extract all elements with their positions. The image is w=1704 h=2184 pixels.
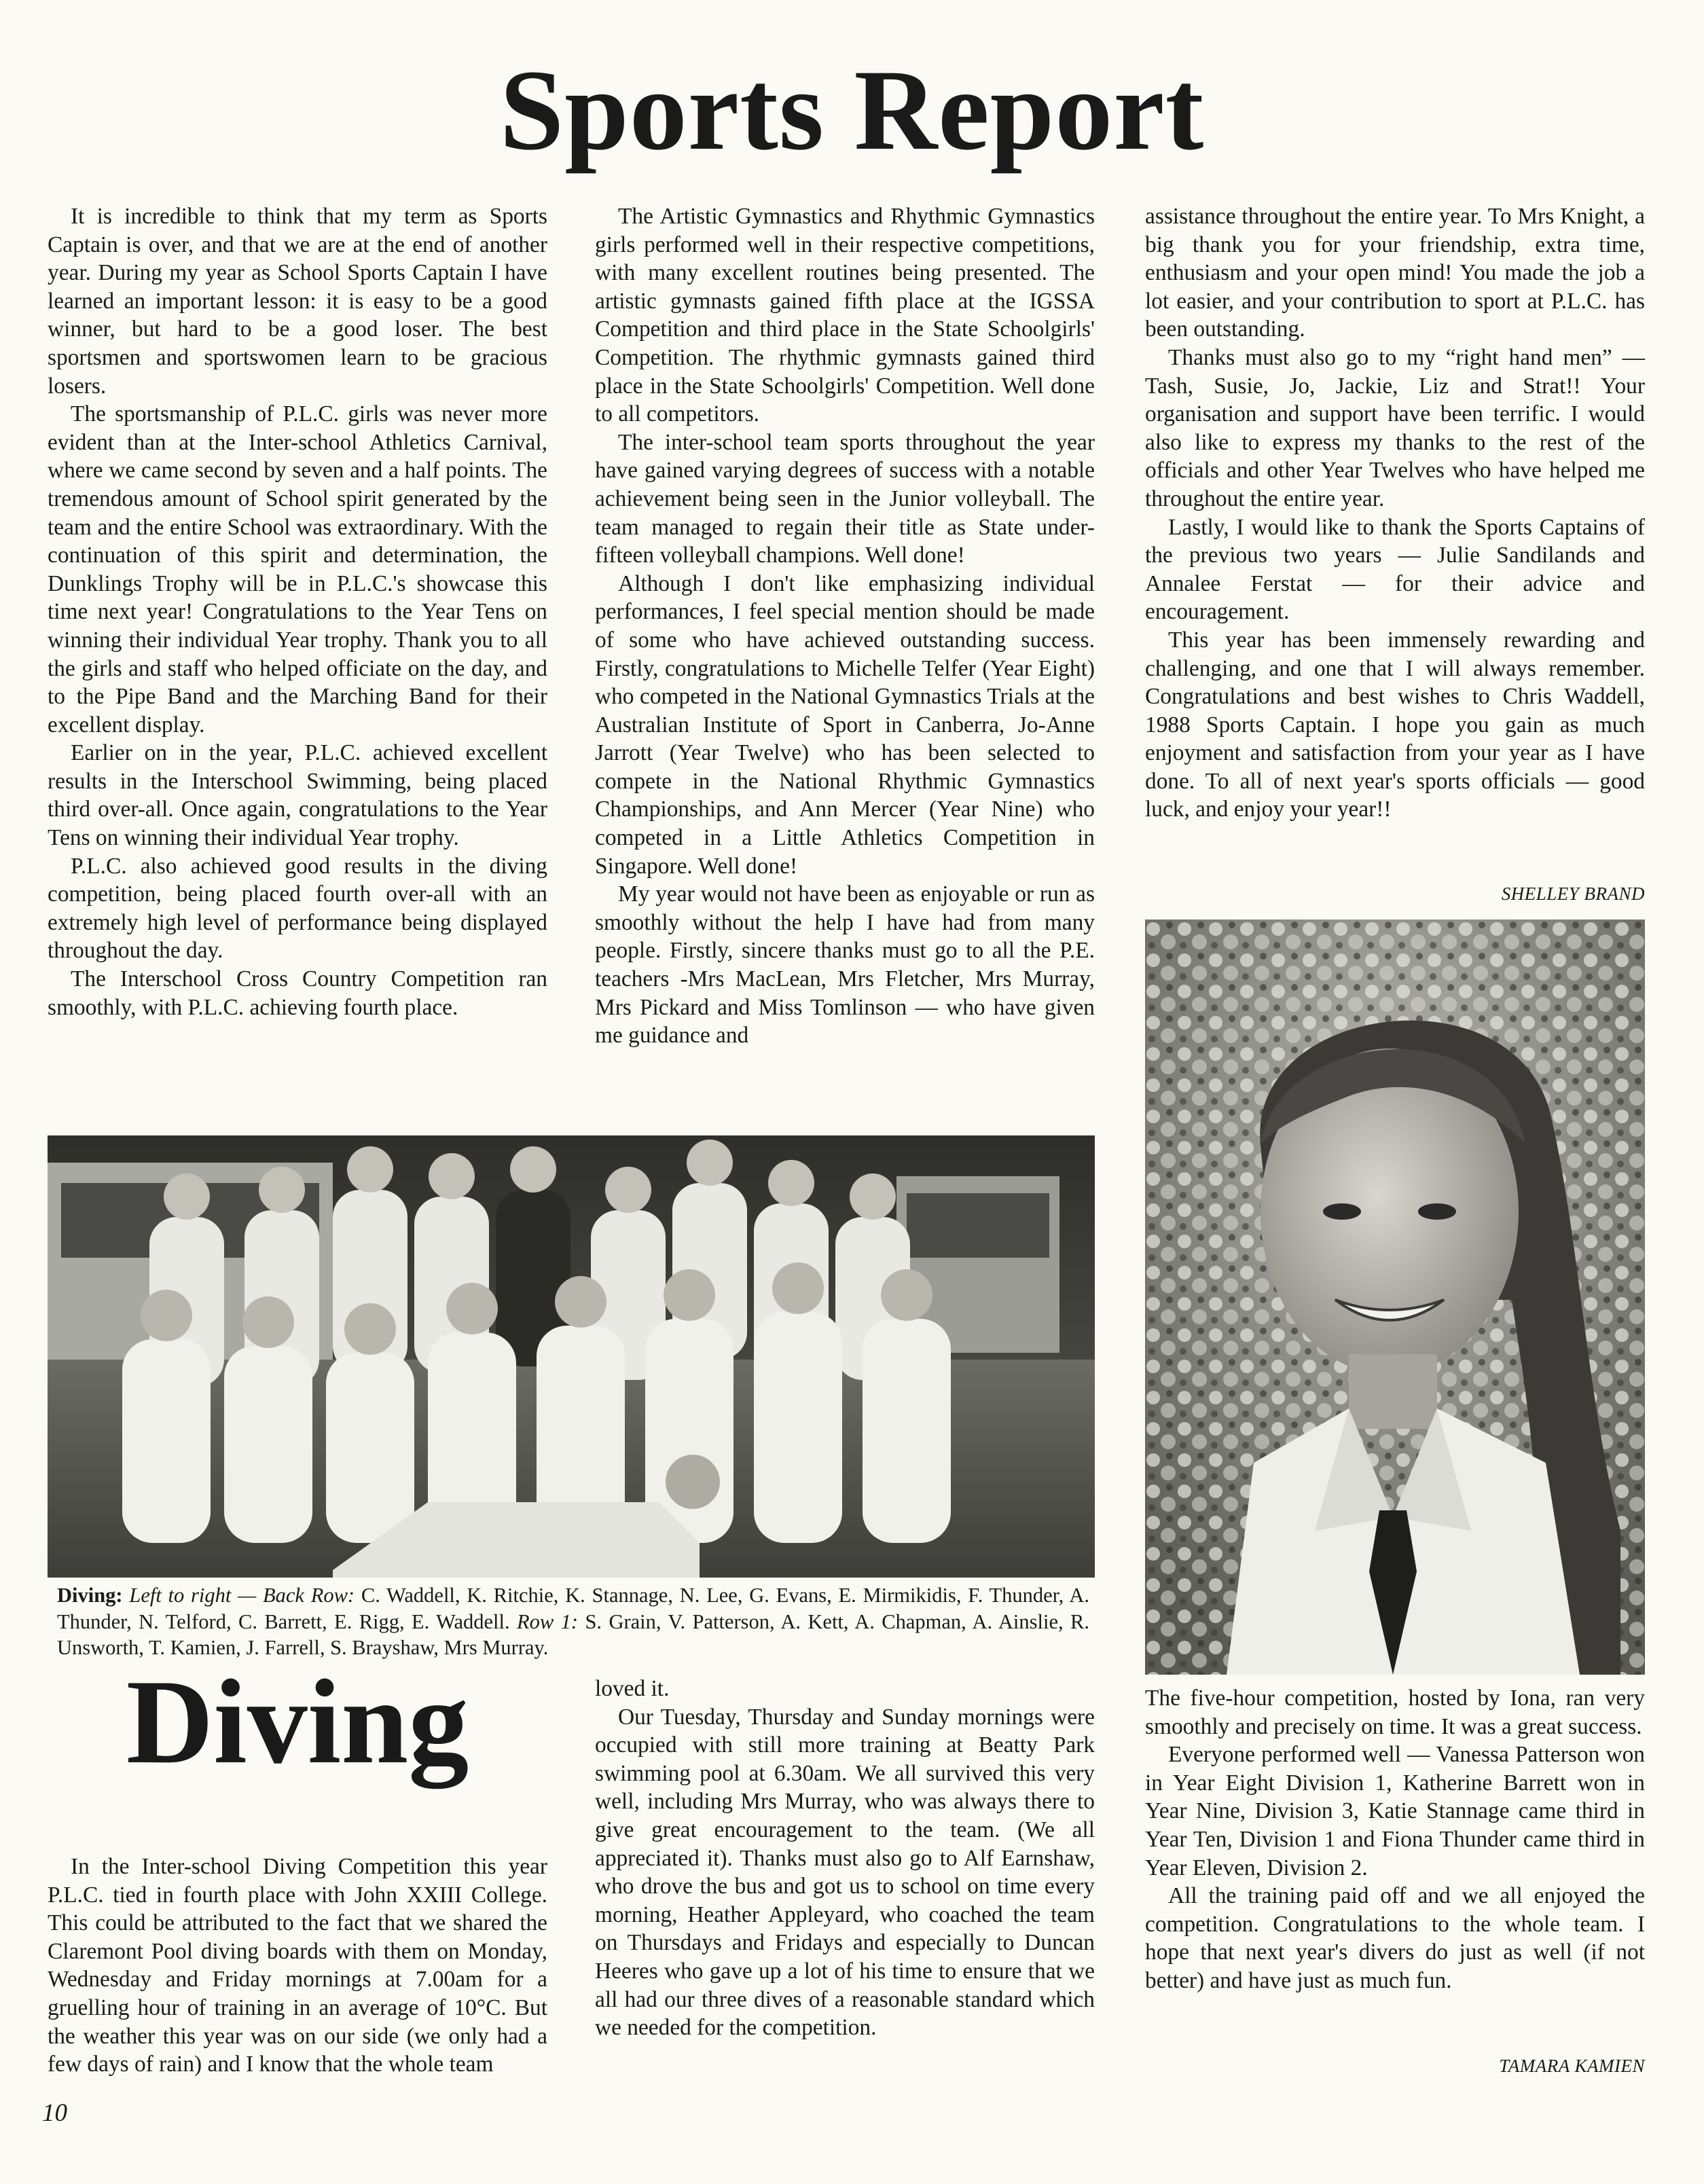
team-photo-caption: [57, 1582, 1089, 1661]
diving-paragraph: All the training paid off and we all enjoyed the competition. Congratulations to the whole team. I hope that next year's divers do just as well (if not better) and have just as much fun.: [1145, 1883, 1645, 1993]
report-column-1: [48, 202, 547, 1021]
diving-column-1: [48, 1853, 547, 2079]
report-paragraph: This year has been immensely rewarding and challenging, and one that I will always remember. Congratulations and best wishes to Chris Waddell, 1988 Sports Captain. I hope you gain as much enjoyment and satisfaction from your year as I have done. To all of next year's sports officials — good luck, and enjoy your year!!: [1145, 627, 1645, 822]
report-paragraph: The inter-school team sports throughout the year have gained varying degrees of success with a notable achievement being seen in the Junior volleyball. The team managed to regain their title as State under-fifteen volleyball champions. Well done!: [595, 429, 1095, 568]
report-paragraph: Lastly, I would like to thank the Sports Captains of the previous two years — Julie Sandilands and Annalee Ferstat — for their advice and encouragement.: [1145, 514, 1645, 625]
diving-paragraph: loved it.: [595, 1676, 670, 1701]
report-paragraph: Thanks must also go to my “right hand men” — Tash, Susie, Jo, Jackie, Liz and Strat!! Your organisation and support have been terrific. I would also like to express my thanks to the rest of the officials and other Year Twelves who have helped me throughout the entire year.: [1145, 344, 1645, 511]
report-paragraph: assistance throughout the entire year. To Mrs Knight, a big thank you for your friendship, extra time, enthusiasm and your open mind! You made the job a lot easier, and your contribution to sport at P.L.C. has been outstanding.: [1145, 204, 1645, 342]
caption-label: Diving:: [57, 1584, 123, 1607]
diving-signature: TAMARA KAMIEN: [1499, 2056, 1645, 2076]
page-title: Sports Report: [499, 46, 1205, 174]
caption-back-names: C. Waddell, K. Ritchie, K. Stannage, N. Lee, G. Evans, E. Mirmikidis, F. Thunder, A. Thunder, N. Telford, C. Barrett, E. Rigg, E. Waddell.: [57, 1584, 1089, 1633]
diving-heading: Diving: [126, 1654, 469, 1789]
report-signature: SHELLEY BRAND: [1501, 884, 1645, 904]
caption-row-1: Row 1:: [517, 1609, 579, 1633]
report-column-3: [1145, 202, 1645, 824]
report-paragraph: Although I don't like emphasizing individual performances, I feel special mention should be made of some who have achieved outstanding success. Firstly, congratulations to Michelle Telfer (Year Eight) who competed in the National Gymnastics Trials at the Australian Institute of Sport in Canberra, Jo-Anne Jarrott (Year Twelve) who has been selected to compete in the National Rhythmic Gymnastics Championships, and Ann Mercer (Year Nine) who competed in a Little Athletics Competition in Singapore. Well done!: [595, 570, 1095, 879]
caption-dash: —: [231, 1584, 263, 1607]
report-paragraph: The Artistic Gymnastics and Rhythmic Gymnastics girls performed well in their respective competitions, with many excellent routines being presented. The artistic gymnasts gained fifth place at the IGSSA Competition and third place in the State Schoolgirls' Competition. The rhythmic gymnasts gained third place in the State Schoolgirls' Competition. Well done to all competitors.: [595, 204, 1095, 427]
diving-team-photo: [48, 1135, 1095, 1578]
report-paragraph: P.L.C. also achieved good results in the diving competition, being placed fourth over-all with an extremely high level of performance being displayed throughout the day.: [48, 853, 547, 964]
report-paragraph: My year would not have been as enjoyable or run as smoothly without the help I have had from many people. Firstly, sincere thanks must go to all the P.E. teachers -Mrs MacLean, Mrs Fletcher, Mrs Murray, Mrs Pickard and Miss Tomlinson — who have given me guidance and: [595, 881, 1095, 1049]
report-paragraph: The Interschool Cross Country Competition ran smoothly, with P.L.C. achieving fourth place.: [48, 966, 547, 1020]
diving-paragraph: Our Tuesday, Thursday and Sunday mornings were occupied with still more training at Beatty Park swimming pool at 6.30am. We all survived this very well, including Mrs Murray, who was always there to give great encouragement to the team. (We all appreciated it). Thanks must also go to Alf Earnshaw, who drove the bus and got us to school on time every morning, Heather Appleyard, who coached the team on Thursdays and Fridays and especially to Duncan Heeres who gave up a lot of his time to ensure that we all had our three dives of a reasonable standard which we needed for the competition.: [595, 1704, 1095, 2041]
report-column-2: [595, 202, 1095, 1050]
diving-paragraph: In the Inter-school Diving Competition this year P.L.C. tied in fourth place with John XXIII College. This could be attributed to the fact that we shared the Claremont Pool diving boards with them on Monday, Wednesday and Friday mornings at 7.00am for a gruelling hour of training in an average of 10°C. But the weather this year was on our side (we only had a few days of rain) and I know that the whole team: [48, 1854, 547, 2077]
diving-paragraph: The five-hour competition, hosted by Iona, ran very smoothly and precisely on time. It was a great success.: [1145, 1686, 1645, 1739]
page-number: 10: [42, 2099, 67, 2127]
diving-paragraph: Everyone performed well — Vanessa Patterson won in Year Eight Division 1, Katherine Barrett won in Year Nine, Division 3, Katie Stannage came third in Year Ten, Division 1 and Fiona Thunder came third in Year Eleven, Division 2.: [1145, 1742, 1645, 1880]
caption-row-1-names: S. Grain, V. Patterson, A. Kett, A. Chapman, A. Ainslie, R. Unsworth, T. Kamien, J. Farrell, S. Brayshaw, Mrs Murray.: [57, 1609, 1089, 1659]
report-paragraph: Earlier on in the year, P.L.C. achieved excellent results in the Interschool Swimming, being placed third over-all. Once again, congratulations to the Year Tens on winning their individual Year trophy.: [48, 740, 547, 851]
report-paragraph: The sportsmanship of P.L.C. girls was never more evident than at the Inter-school Athletics Carnival, where we came second by seven and a half points. The tremendous amount of School spirit generated by the team and the entire School was extraordinary. With the continuation of this spirit and determination, the Dunklings Trophy will be in P.L.C.'s showcase this time next year! Congratulations to the Year Tens on winning their individual Year trophy. Thank you to all the girls and staff who helped officiate on the day, and to the Pipe Band and the Marching Band for their excellent display.: [48, 401, 547, 738]
report-paragraph: It is incredible to think that my term as Sports Captain is over, and that we are at the end of another year. During my year as School Sports Captain I have learned an important lesson: it is easy to be a good winner, but hard to be a good loser. The best sportsmen and sportswomen learn to be gracious losers.: [48, 204, 547, 399]
diving-column-3: [1145, 1684, 1645, 1995]
diving-column-2: [595, 1675, 1095, 2042]
caption-back-row: Back Row:: [263, 1584, 355, 1607]
caption-left-to-right: Left to right: [129, 1584, 232, 1607]
portrait-photo: [1145, 920, 1645, 1675]
